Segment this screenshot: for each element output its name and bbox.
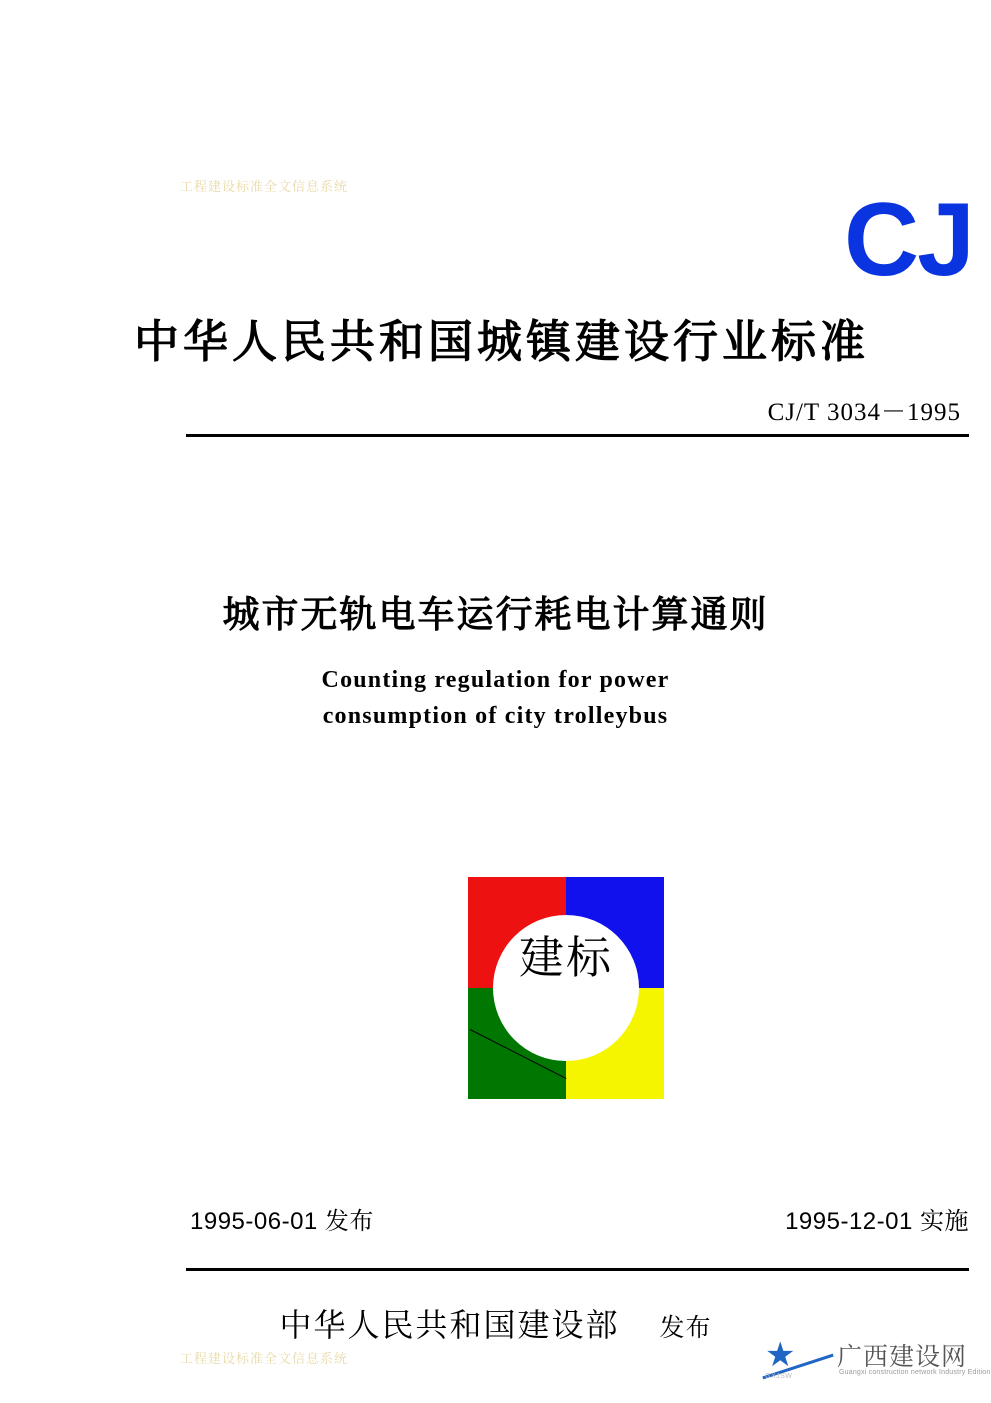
watermark-bottom: 工程建设标准全文信息系统 [180, 1351, 349, 1366]
header-title: 中华人民共和国城镇建设行业标准 [133, 315, 869, 368]
cj-logo: CJ [844, 182, 973, 298]
star-icon: ★ [765, 1337, 796, 1374]
site-logo-name: 广西建设网 [837, 1342, 968, 1371]
emblem-label: 建标 [518, 931, 613, 984]
site-logo [761, 1335, 991, 1389]
divider-top [186, 434, 969, 437]
document-title-english-line1: Counting regulation for power [321, 667, 670, 693]
jianbiao-emblem [468, 877, 664, 1099]
watermark-top: 工程建设标准全文信息系统 [180, 179, 349, 194]
site-logo-subtitle: Guangxi construction network Industry Edition [839, 1369, 991, 1376]
standard-number: CJ/T 3034－1995 [767, 399, 961, 426]
effective-date: 1995-12-01 实施 [785, 1208, 969, 1235]
divider-bottom [186, 1268, 969, 1271]
site-logo-mark: GXJSW [765, 1373, 793, 1380]
issue-date: 1995-06-01 发布 [190, 1208, 374, 1235]
document-title-english [0, 662, 991, 734]
publisher-name: 中华人民共和国建设部 [279, 1306, 620, 1344]
publisher-verb: 发布 [659, 1313, 712, 1342]
document-title-english-line2: consumption of city trolleybus [322, 703, 669, 729]
document-title-chinese: 城市无轨电车运行耗电计算通则 [222, 593, 769, 636]
